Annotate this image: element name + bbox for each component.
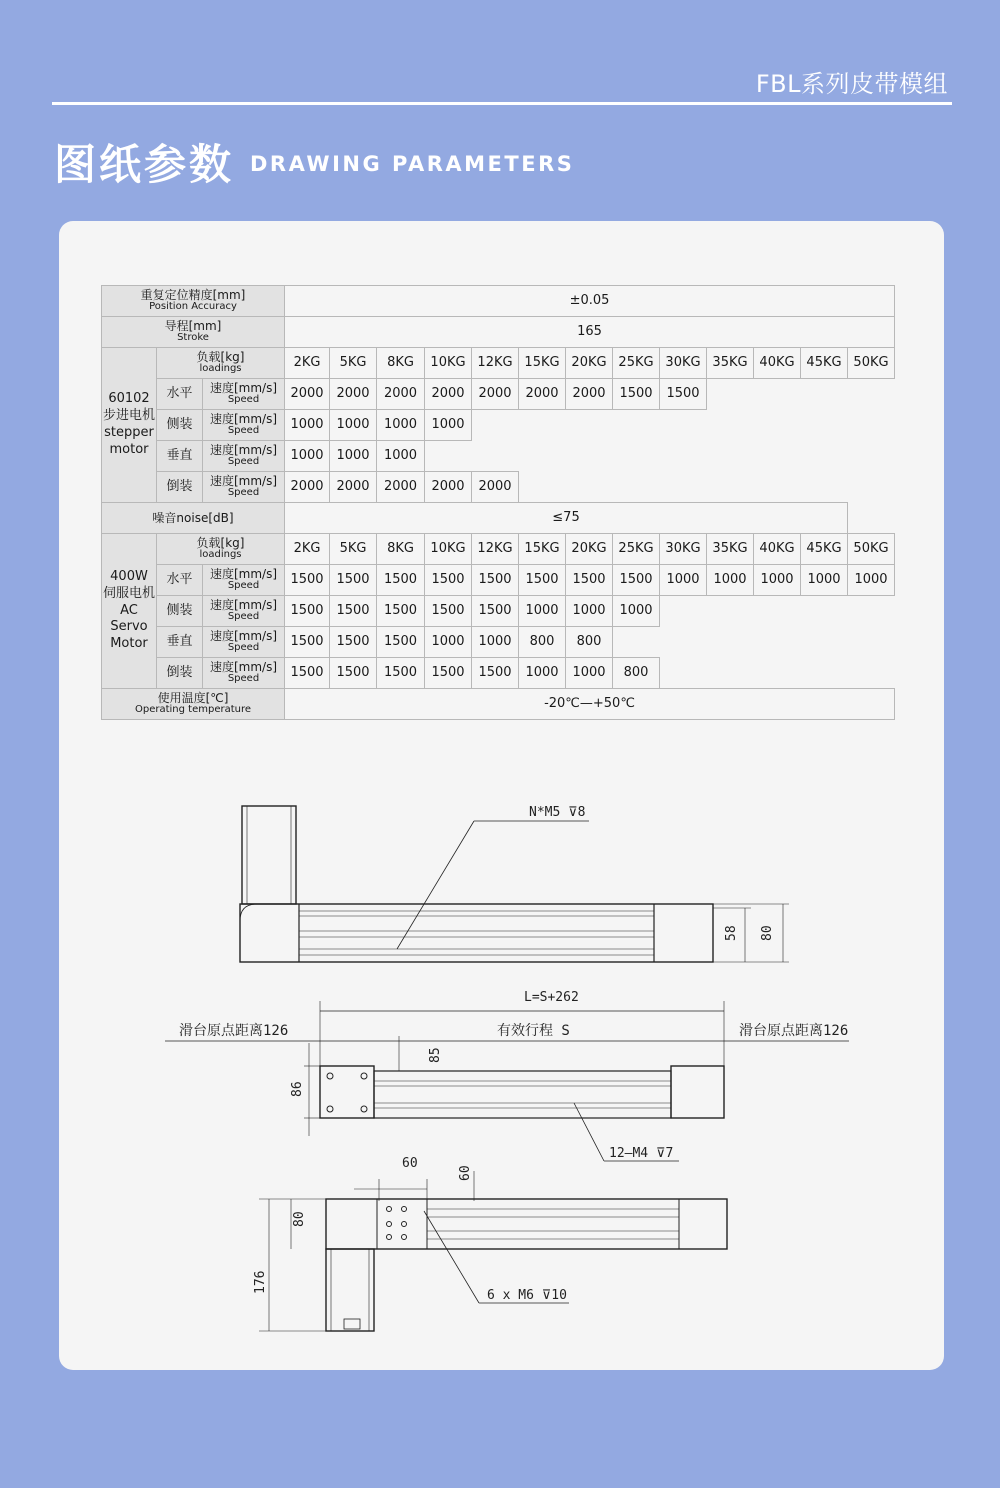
load-cell: 10KG (425, 534, 472, 565)
speed-cell: 1500 (330, 596, 377, 627)
speed-cell: 1500 (377, 596, 425, 627)
noise-value: ≤75 (285, 503, 848, 534)
servo-load-row (102, 534, 895, 565)
speed-label: 速度[mm/s] Speed (203, 379, 285, 410)
load-cell: 40KG (754, 534, 801, 565)
orient-label: 侧装 (157, 410, 203, 441)
speed-cell: 800 (613, 658, 660, 689)
speed-cell: 1000 (425, 410, 472, 441)
speed-cell: 1500 (613, 379, 660, 410)
dim-85: 85 (428, 1047, 443, 1063)
speed-cell: 2000 (285, 472, 330, 503)
speed-cell: 1000 (801, 565, 848, 596)
load-cell: 30KG (660, 348, 707, 379)
speed-cell: 2000 (330, 472, 377, 503)
speed-cell: 1500 (285, 627, 330, 658)
dim-176: 176 (253, 1270, 268, 1294)
speed-cell: 1500 (472, 565, 519, 596)
servo-vertical-row (102, 627, 895, 658)
noise-label: 噪音noise[dB] (102, 503, 285, 534)
speed-cell: 1500 (519, 565, 566, 596)
load-label: 负载[kg] loadings (157, 348, 285, 379)
dim-60-b: 60 (458, 1165, 473, 1181)
servo-motor-label: 400W 伺服电机 AC Servo Motor (102, 534, 157, 689)
load-cell: 8KG (377, 534, 425, 565)
empty-cell (707, 379, 895, 410)
orient-label: 水平 (157, 379, 203, 410)
empty-cell (848, 503, 895, 534)
temperature-value: -20℃—+50℃ (285, 689, 895, 720)
speed-cell: 2000 (519, 379, 566, 410)
speed-cell: 1500 (285, 658, 330, 689)
stepper-motor-label: 60102 步进电机 stepper motor (102, 348, 157, 503)
accuracy-row (102, 286, 895, 317)
speed-cell: 1000 (285, 441, 330, 472)
speed-cell: 1000 (707, 565, 754, 596)
load-cell: 25KG (613, 534, 660, 565)
speed-cell: 2000 (330, 379, 377, 410)
servo-horizontal-row (102, 565, 895, 596)
empty-cell (472, 410, 895, 441)
side-view (240, 806, 789, 962)
speed-label: 速度[mm/s] Speed (203, 565, 285, 596)
load-cell: 25KG (613, 348, 660, 379)
speed-cell: 1000 (613, 596, 660, 627)
stepper-horizontal-row (102, 379, 895, 410)
page-subtitle: DRAWING PARAMETERS (250, 152, 575, 176)
load-cell: 12KG (472, 534, 519, 565)
speed-label: 速度[mm/s] Speed (203, 410, 285, 441)
speed-cell: 1500 (285, 596, 330, 627)
load-cell: 45KG (801, 348, 848, 379)
orient-label: 垂直 (157, 441, 203, 472)
temperature-label: 使用温度[℃] Operating temperature (102, 689, 285, 720)
speed-label: 速度[mm/s] Speed (203, 472, 285, 503)
speed-cell: 1000 (330, 410, 377, 441)
empty-cell (425, 441, 895, 472)
stepper-vertical-row (102, 441, 895, 472)
front-view (259, 1171, 727, 1331)
empty-cell (519, 472, 895, 503)
load-cell: 5KG (330, 534, 377, 565)
servo-inverted-row (102, 658, 895, 689)
speed-cell: 2000 (472, 472, 519, 503)
load-cell: 2KG (285, 348, 330, 379)
load-cell: 20KG (566, 534, 613, 565)
speed-cell: 2000 (285, 379, 330, 410)
empty-cell (660, 596, 895, 627)
speed-cell: 1500 (472, 596, 519, 627)
speed-cell: 2000 (566, 379, 613, 410)
dim-86: 86 (290, 1081, 305, 1097)
load-cell: 35KG (707, 348, 754, 379)
stroke-label: 导程[mm] Stroke (102, 317, 285, 348)
speed-cell: 1000 (848, 565, 895, 596)
load-cell: 50KG (848, 534, 895, 565)
speed-cell: 2000 (425, 379, 472, 410)
dim-60-a: 60 (402, 1156, 418, 1171)
speed-label: 速度[mm/s] Speed (203, 596, 285, 627)
empty-cell (613, 627, 895, 658)
load-cell: 35KG (707, 534, 754, 565)
load-cell: 2KG (285, 534, 330, 565)
speed-cell: 1000 (472, 627, 519, 658)
orient-label: 倒装 (157, 472, 203, 503)
load-cell: 30KG (660, 534, 707, 565)
speed-cell: 1500 (660, 379, 707, 410)
dim-80-side: 80 (760, 925, 775, 941)
speed-cell: 1000 (519, 658, 566, 689)
load-cell: 45KG (801, 534, 848, 565)
speed-cell: 1500 (377, 658, 425, 689)
content-card (59, 221, 944, 1370)
speed-cell: 800 (566, 627, 613, 658)
speed-cell: 1000 (566, 658, 613, 689)
load-cell: 15KG (519, 348, 566, 379)
origin-distance-right: 滑台原点距离126 (739, 1023, 849, 1039)
header-divider (52, 102, 952, 105)
stroke-value: 165 (285, 317, 895, 348)
speed-label: 速度[mm/s] Speed (203, 627, 285, 658)
speed-cell: 1000 (519, 596, 566, 627)
speed-cell: 1000 (425, 627, 472, 658)
accuracy-label: 重复定位精度[mm] Position Accuracy (102, 286, 285, 317)
temperature-row (102, 689, 895, 720)
empty-cell (660, 658, 895, 689)
stepper-side-row (102, 410, 895, 441)
speed-cell: 1500 (425, 565, 472, 596)
speed-cell: 1000 (566, 596, 613, 627)
speed-cell: 2000 (377, 379, 425, 410)
dim-80-front: 80 (292, 1211, 307, 1227)
thread-label-bottom: 6 x M6 ⊽10 (487, 1288, 567, 1303)
orient-label: 垂直 (157, 627, 203, 658)
stepper-inverted-row (102, 472, 895, 503)
dim-58: 58 (724, 925, 739, 941)
load-cell: 15KG (519, 534, 566, 565)
page-title: 图纸参数 (54, 140, 235, 189)
speed-cell: 800 (519, 627, 566, 658)
speed-cell: 1500 (425, 596, 472, 627)
speed-cell: 1000 (660, 565, 707, 596)
technical-drawing (59, 781, 944, 1361)
speed-cell: 2000 (472, 379, 519, 410)
speed-cell: 1500 (330, 565, 377, 596)
orient-label: 倒装 (157, 658, 203, 689)
length-label: L=S+262 (524, 990, 579, 1005)
brand-title: FBL系列皮带模组 (755, 70, 948, 98)
orient-label: 侧装 (157, 596, 203, 627)
stroke-row (102, 317, 895, 348)
speed-cell: 2000 (377, 472, 425, 503)
load-label: 负载[kg] loadings (157, 534, 285, 565)
speed-cell: 1500 (566, 565, 613, 596)
speed-cell: 1500 (285, 565, 330, 596)
speed-cell: 1500 (330, 658, 377, 689)
spec-table (101, 285, 895, 720)
speed-cell: 2000 (425, 472, 472, 503)
speed-cell: 1000 (377, 441, 425, 472)
accuracy-value: ±0.05 (285, 286, 895, 317)
load-cell: 20KG (566, 348, 613, 379)
load-cell: 10KG (425, 348, 472, 379)
load-cell: 8KG (377, 348, 425, 379)
speed-label: 速度[mm/s] Speed (203, 658, 285, 689)
speed-cell: 1500 (613, 565, 660, 596)
speed-cell: 1000 (377, 410, 425, 441)
orient-label: 水平 (157, 565, 203, 596)
effective-stroke-label: 有效行程 S (497, 1023, 570, 1039)
speed-cell: 1000 (330, 441, 377, 472)
thread-label-mid: 12—M4 ⊽7 (609, 1146, 674, 1161)
noise-row (102, 503, 895, 534)
load-cell: 40KG (754, 348, 801, 379)
stepper-load-row (102, 348, 895, 379)
speed-cell: 1500 (377, 627, 425, 658)
speed-label: 速度[mm/s] Speed (203, 441, 285, 472)
speed-cell: 1000 (754, 565, 801, 596)
load-cell: 12KG (472, 348, 519, 379)
speed-cell: 1500 (425, 658, 472, 689)
load-cell: 50KG (848, 348, 895, 379)
servo-side-row (102, 596, 895, 627)
thread-label-top: N*M5 ⊽8 (529, 805, 586, 820)
speed-cell: 1500 (472, 658, 519, 689)
speed-cell: 1500 (377, 565, 425, 596)
speed-cell: 1500 (330, 627, 377, 658)
origin-distance-left: 滑台原点距离126 (179, 1023, 289, 1039)
speed-cell: 1000 (285, 410, 330, 441)
load-cell: 5KG (330, 348, 377, 379)
